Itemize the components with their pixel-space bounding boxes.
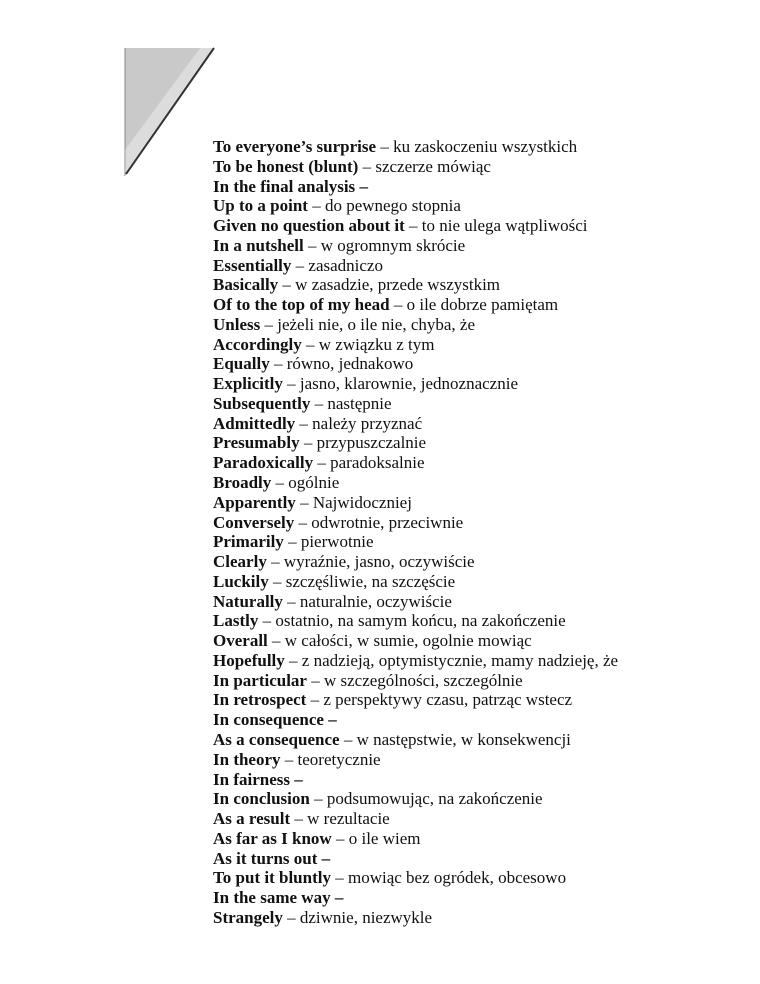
- phrase-term: Up to a point: [213, 196, 308, 216]
- phrase-entry: [213, 651, 618, 671]
- dash-separator: –: [288, 532, 297, 552]
- phrase-entry: [213, 335, 618, 355]
- phrase-translation: równo, jednakowo: [286, 354, 414, 374]
- phrase-term: Accordingly: [213, 334, 302, 354]
- phrase-entry: [213, 552, 618, 572]
- phrase-entry: [213, 908, 618, 928]
- dash-separator: –: [362, 156, 372, 176]
- phrase-term: In the final analysis: [213, 176, 356, 196]
- phrase-entry: [213, 354, 618, 374]
- phrase-translation: pierwotnie: [300, 532, 374, 552]
- phrase-term: In particular: [213, 670, 307, 690]
- phrase-translation: w następstwie, w konsekwencji: [356, 729, 571, 749]
- phrase-entry: [213, 532, 618, 552]
- dash-separator: –: [284, 749, 294, 769]
- phrase-term: In the same way: [213, 888, 331, 908]
- phrase-term: Given no question about it: [213, 216, 405, 236]
- dash-separator: –: [335, 828, 345, 848]
- phrase-term: To put it bluntly: [213, 868, 331, 888]
- phrase-entry: [213, 177, 618, 197]
- phrase-term: Apparently: [213, 492, 296, 512]
- phrase-entry: [213, 849, 618, 869]
- dash-separator: –: [273, 354, 283, 374]
- phrase-translation: Najwidoczniej: [312, 492, 412, 512]
- phrase-term: Admittedly: [213, 413, 296, 433]
- dash-separator: –: [273, 571, 282, 591]
- phrase-entry: [213, 236, 618, 256]
- phrase-term: Lastly: [213, 611, 259, 631]
- phrase-entry: [213, 809, 618, 829]
- phrase-translation: o ile wiem: [348, 828, 421, 848]
- dash-separator: –: [314, 789, 323, 809]
- dash-separator: –: [294, 769, 303, 789]
- dash-separator: –: [334, 888, 344, 908]
- phrase-term: Presumably: [213, 433, 300, 453]
- dash-separator: –: [409, 216, 418, 236]
- phrase-term: In retrospect: [213, 690, 307, 710]
- dash-separator: –: [311, 670, 320, 690]
- phrase-entry: [213, 572, 618, 592]
- dash-separator: –: [271, 552, 280, 572]
- phrase-entry: [213, 275, 618, 295]
- phrase-translation: jasno, klarownie, jednoznacznie: [299, 374, 518, 394]
- phrase-translation: przypuszczalnie: [316, 433, 427, 453]
- dash-separator: –: [314, 393, 324, 413]
- phrase-translation: z perspektywy czasu, patrząc wstecz: [323, 690, 573, 710]
- phrase-term: In theory: [213, 749, 281, 769]
- phrase-term: Clearly: [213, 552, 267, 572]
- dash-separator: –: [328, 710, 337, 730]
- phrase-entry: [213, 394, 618, 414]
- phrase-term: Overall: [213, 631, 268, 651]
- phrase-term: In consequence: [213, 710, 324, 730]
- dash-separator: –: [343, 729, 353, 749]
- phrase-entry: [213, 493, 618, 513]
- phrase-translation: podsumowując, na zakończenie: [326, 789, 543, 809]
- phrase-translation: paradoksalnie: [330, 453, 425, 473]
- phrase-term: In fairness: [213, 769, 290, 789]
- dash-separator: –: [289, 650, 298, 670]
- dash-separator: –: [335, 868, 344, 888]
- phrase-translation: ku zaskoczeniu wszystkich: [393, 137, 578, 156]
- phrase-entry: [213, 196, 618, 216]
- phrase-entry: [213, 295, 618, 315]
- phrase-entry: [213, 315, 618, 335]
- phrase-entry: [213, 710, 618, 730]
- phrase-term: Paradoxically: [213, 453, 314, 473]
- phrase-entry: [213, 631, 618, 651]
- phrase-entry: [213, 256, 618, 276]
- phrase-term: Subsequently: [213, 393, 311, 413]
- phrase-term: In conclusion: [213, 789, 310, 809]
- phrase-translation: dziwnie, niezwykle: [299, 907, 433, 927]
- dash-separator: –: [321, 848, 331, 868]
- phrase-entry: [213, 611, 618, 631]
- phrase-entry: [213, 888, 618, 908]
- phrase-translation: w szczególności, szczególnie: [323, 670, 523, 690]
- dash-separator: –: [317, 453, 326, 473]
- phrase-entry: [213, 433, 618, 453]
- phrase-translation: ostatnio, na samym końcu, na zakończenie: [275, 611, 566, 631]
- dash-separator: –: [287, 591, 296, 611]
- dash-separator: –: [298, 512, 307, 532]
- phrase-translation: jeżeli nie, o ile nie, chyba, że: [277, 314, 476, 334]
- phrase-entry: [213, 770, 618, 790]
- dash-separator: –: [359, 176, 368, 196]
- phrase-term: As far as I know: [213, 828, 332, 848]
- phrase-translation: następnie: [327, 393, 392, 413]
- phrase-translation: w rezultacie: [307, 809, 390, 829]
- phrase-term: To everyone’s surprise: [213, 137, 377, 156]
- page-corner-fold: [0, 0, 240, 200]
- phrase-entry: [213, 216, 618, 236]
- phrase-term: Luckily: [213, 571, 269, 591]
- dash-separator: –: [287, 907, 296, 927]
- phrase-entry: [213, 829, 618, 849]
- phrase-entry: [213, 671, 618, 691]
- phrase-term: Broadly: [213, 473, 272, 493]
- phrase-entry: [213, 592, 618, 612]
- phrase-entry: [213, 868, 618, 888]
- phrase-term: Essentially: [213, 255, 292, 275]
- phrase-translation: szczerze mówiąc: [375, 156, 491, 176]
- phrase-entry: [213, 730, 618, 750]
- dash-separator: –: [393, 295, 403, 315]
- phrase-entry: [213, 374, 618, 394]
- phrase-term: In a nutshell: [213, 235, 304, 255]
- phrase-entry: [213, 414, 618, 434]
- dash-separator: –: [262, 611, 272, 631]
- phrase-translation: należy przyznać: [312, 413, 423, 433]
- dash-separator: –: [294, 809, 303, 829]
- phrase-term: Basically: [213, 275, 279, 295]
- phrase-entry: [213, 137, 618, 157]
- phrase-entry: [213, 453, 618, 473]
- phrase-term: Hopefully: [213, 650, 285, 670]
- phrase-translation: szczęśliwie, na szczęście: [285, 571, 456, 591]
- dash-separator: –: [272, 631, 281, 651]
- phrase-entry: [213, 789, 618, 809]
- phrase-translation: zasadniczo: [308, 255, 383, 275]
- phrase-term: Equally: [213, 354, 270, 374]
- phrase-entry: [213, 750, 618, 770]
- phrase-translation: teoretycznie: [297, 749, 381, 769]
- dash-separator: –: [300, 492, 309, 512]
- phrase-translation: w ogromnym skrócie: [320, 235, 466, 255]
- phrase-term: Primarily: [213, 532, 284, 552]
- dash-separator: –: [282, 275, 291, 295]
- phrase-term: To be honest (blunt): [213, 156, 359, 176]
- phrase-term: Naturally: [213, 591, 283, 611]
- phrase-list: [213, 137, 618, 928]
- phrase-term: Unless: [213, 314, 261, 334]
- phrase-translation: naturalnie, oczywiście: [299, 591, 452, 611]
- dash-separator: –: [306, 334, 315, 354]
- dash-separator: –: [295, 255, 305, 275]
- dash-separator: –: [312, 196, 321, 216]
- phrase-term: Of to the top of my head: [213, 295, 390, 315]
- phrase-translation: w związku z tym: [318, 334, 435, 354]
- phrase-term: Conversely: [213, 512, 295, 532]
- phrase-translation: mowiąc bez ogródek, obcesowo: [347, 868, 567, 888]
- phrase-entry: [213, 473, 618, 493]
- dash-separator: –: [275, 473, 285, 493]
- phrase-term: Strangely: [213, 907, 283, 927]
- dash-separator: –: [264, 314, 273, 334]
- phrase-translation: w całości, w sumie, ogolnie mowiąc: [284, 631, 532, 651]
- dash-separator: –: [299, 413, 308, 433]
- phrase-term: As it turns out: [213, 848, 318, 868]
- phrase-term: As a result: [213, 809, 291, 829]
- phrase-term: Explicitly: [213, 374, 283, 394]
- phrase-term: As a consequence: [213, 729, 340, 749]
- dash-separator: –: [287, 374, 296, 394]
- phrase-translation: wyraźnie, jasno, oczywiście: [283, 552, 475, 572]
- phrase-translation: o ile dobrze pamiętam: [406, 295, 559, 315]
- phrase-translation: to nie ulega wątpliwości: [421, 216, 588, 236]
- phrase-translation: do pewnego stopnia: [324, 196, 461, 216]
- dash-separator: –: [303, 433, 313, 453]
- phrase-entry: [213, 513, 618, 533]
- dash-separator: –: [310, 690, 320, 710]
- phrase-translation: z nadzieją, optymistycznie, mamy nadzieję, że: [301, 650, 619, 670]
- phrase-entry: [213, 157, 618, 177]
- phrase-translation: w zasadzie, przede wszystkim: [295, 275, 501, 295]
- phrase-translation: odwrotnie, przeciwnie: [311, 512, 464, 532]
- phrase-entry: [213, 690, 618, 710]
- phrase-translation: ogólnie: [288, 473, 340, 493]
- dash-separator: –: [380, 137, 389, 156]
- dash-separator: –: [307, 235, 317, 255]
